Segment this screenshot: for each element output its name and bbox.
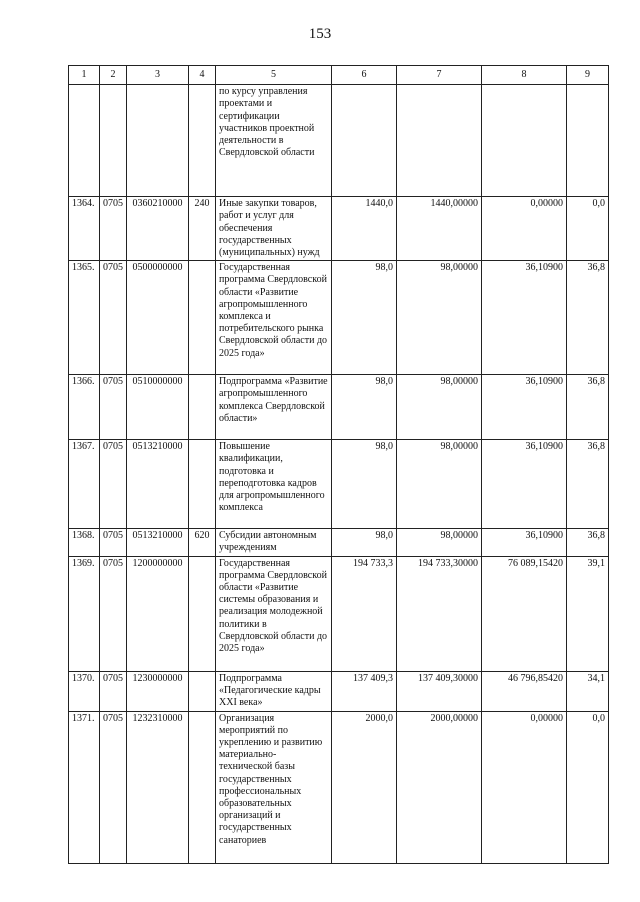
table-row (69, 261, 609, 375)
item-name-cell: Иные закупки товаров, работ и услуг для обеспечения государственных (муниципальных) нужд (216, 197, 332, 261)
column-header: 5 (216, 66, 332, 85)
item-name-cell: Организация мероприятий по укреплению и развитию материально-технической базы государственных профессиональных образовательных организаций и государственных санаториев (216, 711, 332, 863)
target-item-code-cell: 0513210000 (127, 440, 189, 529)
item-name-cell: по курсу управления проектами и сертификации участников проектной деятельности в Свердловской области (216, 85, 332, 197)
execution-percent-cell: 36,8 (567, 529, 609, 556)
planned-amount-cell: 137 409,30000 (397, 671, 482, 711)
target-item-code-cell: 1230000000 (127, 671, 189, 711)
planned-amount-cell: 2000,00000 (397, 711, 482, 863)
approved-amount-cell (332, 85, 397, 197)
column-header: 7 (397, 66, 482, 85)
planned-amount-cell: 98,00000 (397, 375, 482, 440)
header-row (69, 66, 609, 85)
target-item-code-cell: 0360210000 (127, 197, 189, 261)
target-item-code-cell: 0510000000 (127, 375, 189, 440)
section-code-cell: 0705 (100, 529, 127, 556)
executed-amount-cell: 76 089,15420 (482, 556, 567, 671)
section-code-cell (100, 85, 127, 197)
section-code-cell: 0705 (100, 440, 127, 529)
column-header: 3 (127, 66, 189, 85)
column-header: 1 (69, 66, 100, 85)
section-code-cell: 0705 (100, 671, 127, 711)
approved-amount-cell: 2000,0 (332, 711, 397, 863)
planned-amount-cell: 98,00000 (397, 529, 482, 556)
expense-type-cell (189, 85, 216, 197)
section-code-cell: 0705 (100, 375, 127, 440)
page-number: 153 (308, 26, 332, 42)
item-name-cell: Подпрограмма «Педагогические кадры XXI века» (216, 671, 332, 711)
expense-type-cell (189, 375, 216, 440)
planned-amount-cell (397, 85, 482, 197)
executed-amount-cell: 36,10900 (482, 375, 567, 440)
column-header: 2 (100, 66, 127, 85)
planned-amount-cell: 98,00000 (397, 440, 482, 529)
expense-type-cell (189, 440, 216, 529)
expense-type-cell (189, 261, 216, 375)
planned-amount-cell: 1440,00000 (397, 197, 482, 261)
table-row (69, 197, 609, 261)
execution-percent-cell: 36,8 (567, 375, 609, 440)
approved-amount-cell: 98,0 (332, 529, 397, 556)
section-code-cell: 0705 (100, 711, 127, 863)
section-code-cell: 0705 (100, 556, 127, 671)
target-item-code-cell: 0500000000 (127, 261, 189, 375)
approved-amount-cell: 194 733,3 (332, 556, 397, 671)
row-number-cell: 1366. (69, 375, 100, 440)
executed-amount-cell (482, 85, 567, 197)
row-number-cell: 1367. (69, 440, 100, 529)
target-item-code-cell: 1232310000 (127, 711, 189, 863)
table-row (69, 671, 609, 711)
item-name-cell: Субсидии автономным учреждениям (216, 529, 332, 556)
target-item-code-cell: 0513210000 (127, 529, 189, 556)
table-row (69, 85, 609, 197)
approved-amount-cell: 1440,0 (332, 197, 397, 261)
budget-table (68, 65, 609, 864)
executed-amount-cell: 36,10900 (482, 440, 567, 529)
item-name-cell: Государственная программа Свердловской области «Развитие системы образования и реализация молодежной политики в Свердловской области до 2025 года» (216, 556, 332, 671)
column-header: 9 (567, 66, 609, 85)
row-number-cell: 1368. (69, 529, 100, 556)
table-row (69, 556, 609, 671)
section-code-cell: 0705 (100, 261, 127, 375)
target-item-code-cell (127, 85, 189, 197)
approved-amount-cell: 98,0 (332, 261, 397, 375)
execution-percent-cell: 36,8 (567, 440, 609, 529)
row-number-cell: 1365. (69, 261, 100, 375)
table-row (69, 375, 609, 440)
executed-amount-cell: 36,10900 (482, 529, 567, 556)
expense-type-cell (189, 556, 216, 671)
approved-amount-cell: 98,0 (332, 440, 397, 529)
target-item-code-cell: 1200000000 (127, 556, 189, 671)
row-number-cell: 1371. (69, 711, 100, 863)
planned-amount-cell: 194 733,30000 (397, 556, 482, 671)
execution-percent-cell (567, 85, 609, 197)
approved-amount-cell: 137 409,3 (332, 671, 397, 711)
expense-type-cell: 240 (189, 197, 216, 261)
execution-percent-cell: 0,0 (567, 197, 609, 261)
executed-amount-cell: 0,00000 (482, 711, 567, 863)
expense-type-cell (189, 671, 216, 711)
execution-percent-cell: 0,0 (567, 711, 609, 863)
approved-amount-cell: 98,0 (332, 375, 397, 440)
column-header: 4 (189, 66, 216, 85)
executed-amount-cell: 46 796,85420 (482, 671, 567, 711)
row-number-cell: 1364. (69, 197, 100, 261)
execution-percent-cell: 39,1 (567, 556, 609, 671)
column-header: 6 (332, 66, 397, 85)
table-row (69, 440, 609, 529)
table-row (69, 529, 609, 556)
expense-type-cell (189, 711, 216, 863)
execution-percent-cell: 36,8 (567, 261, 609, 375)
table-row (69, 711, 609, 863)
column-header: 8 (482, 66, 567, 85)
expense-type-cell: 620 (189, 529, 216, 556)
execution-percent-cell: 34,1 (567, 671, 609, 711)
item-name-cell: Подпрограмма «Развитие агропромышленного комплекса Свердловской области» (216, 375, 332, 440)
executed-amount-cell: 36,10900 (482, 261, 567, 375)
row-number-cell (69, 85, 100, 197)
executed-amount-cell: 0,00000 (482, 197, 567, 261)
planned-amount-cell: 98,00000 (397, 261, 482, 375)
item-name-cell: Повышение квалификации, подготовка и переподготовка кадров для агропромышленного комплекса (216, 440, 332, 529)
section-code-cell: 0705 (100, 197, 127, 261)
row-number-cell: 1369. (69, 556, 100, 671)
item-name-cell: Государственная программа Свердловской области «Развитие агропромышленного комплекса и потребительского рынка Свердловской области до 2025 года» (216, 261, 332, 375)
row-number-cell: 1370. (69, 671, 100, 711)
